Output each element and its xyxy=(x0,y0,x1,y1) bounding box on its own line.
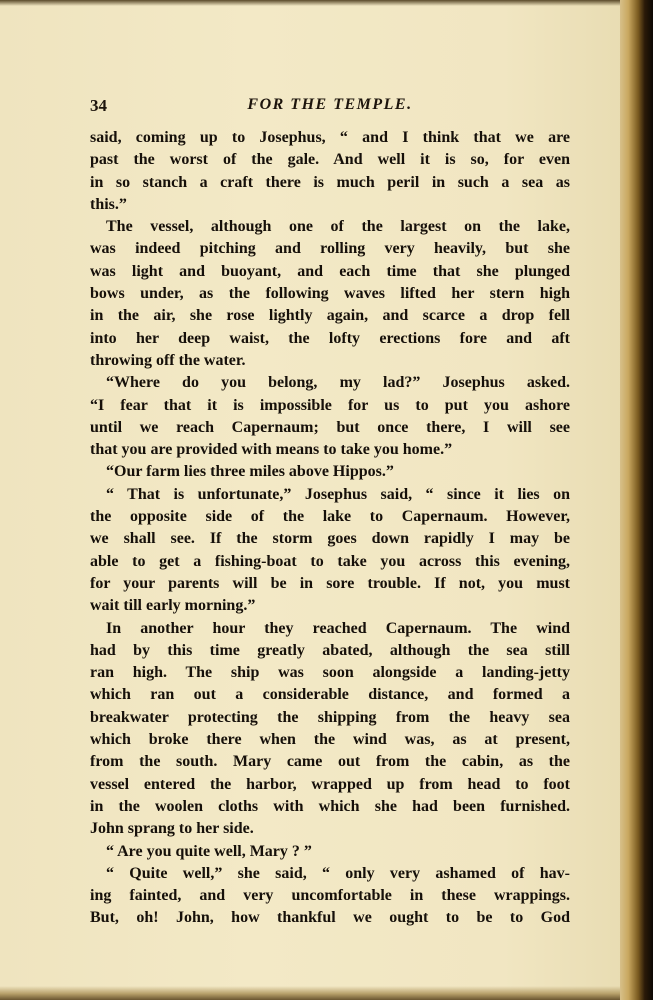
text-line: wait till early morning.” xyxy=(90,597,256,615)
text-line: ing fainted, and very uncomfortable in these wrappings. xyxy=(90,887,570,905)
text-line: said, coming up to Josephus, “ and I think that we are xyxy=(90,129,570,146)
page-top-shadow xyxy=(0,0,628,6)
body-text xyxy=(90,127,570,930)
text-line: in the air, she rose lightly again, and scarce a drop fell xyxy=(90,307,570,325)
text-line: able to get a fishing-boat to take you across this evening, xyxy=(90,552,570,570)
text-line: “ Quite well,” she said, “ only very ashamed of hav- xyxy=(106,864,570,882)
running-head xyxy=(90,96,570,118)
text-line: the opposite side of the lake to Capernaum. However, xyxy=(90,508,570,526)
text-line: John sprang to her side. xyxy=(90,820,254,838)
text-line: throwing off the water. xyxy=(90,351,246,369)
text-line: breakwater protecting the shipping from the heavy sea xyxy=(90,708,570,726)
text-line: past the worst of the gale. And well it is so, for even xyxy=(90,151,570,169)
text-line: In another hour they reached Capernaum. The wind xyxy=(106,619,570,637)
text-line: which broke there when the wind was, as at present, xyxy=(90,731,570,749)
text-line: was indeed pitching and rolling very heavily, but she xyxy=(90,240,570,258)
text-line: that you are provided with means to take you home.” xyxy=(90,441,453,459)
text-line: “ Are you quite well, Mary ? ” xyxy=(106,842,312,860)
page-bottom-edge xyxy=(0,986,628,1000)
text-line: “I fear that it is impossible for us to put you ashore xyxy=(90,396,570,414)
text-line: into her deep waist, the lofty erections fore and aft xyxy=(90,329,570,347)
running-title: FOR THE TEMPLE. xyxy=(247,96,413,113)
text-line: for your parents will be in sore trouble. If not, you must xyxy=(90,574,570,592)
text-line: from the south. Mary came out from the cabin, as the xyxy=(90,753,570,771)
text-line: “Where do you belong, my lad?” Josephus asked. xyxy=(106,374,570,392)
text-line: we shall see. If the storm goes down rapidly I may be xyxy=(90,530,570,548)
text-line: vessel entered the harbor, wrapped up from head to foot xyxy=(90,775,570,793)
text-line: which ran out a considerable distance, and formed a xyxy=(90,686,570,704)
text-line: this.” xyxy=(90,195,127,213)
text-line: ran high. The ship was soon alongside a landing-jetty xyxy=(90,664,570,682)
text-line: in so stanch a craft there is much peril in such a sea as xyxy=(90,173,570,191)
text-line: in the woolen cloths with which she had been furnished. xyxy=(90,797,570,815)
text-line: But, oh! John, how thankful we ought to be to God xyxy=(90,909,570,927)
text-line: until we reach Capernaum; but once there, I will see xyxy=(90,418,570,436)
text-line: “Our farm lies three miles above Hippos.” xyxy=(106,463,394,481)
book-spine-edge xyxy=(620,0,653,1000)
page-number: 34 xyxy=(90,96,107,115)
text-line: “ That is unfortunate,” Josephus said, “ since it lies on xyxy=(106,485,570,503)
text-line: bows under, as the following waves lifted her stern high xyxy=(90,285,570,303)
text-line: The vessel, although one of the largest on the lake, xyxy=(106,218,570,236)
text-line: was light and buoyant, and each time that she plunged xyxy=(90,262,570,280)
text-line: had by this time greatly abated, although the sea still xyxy=(90,641,570,659)
